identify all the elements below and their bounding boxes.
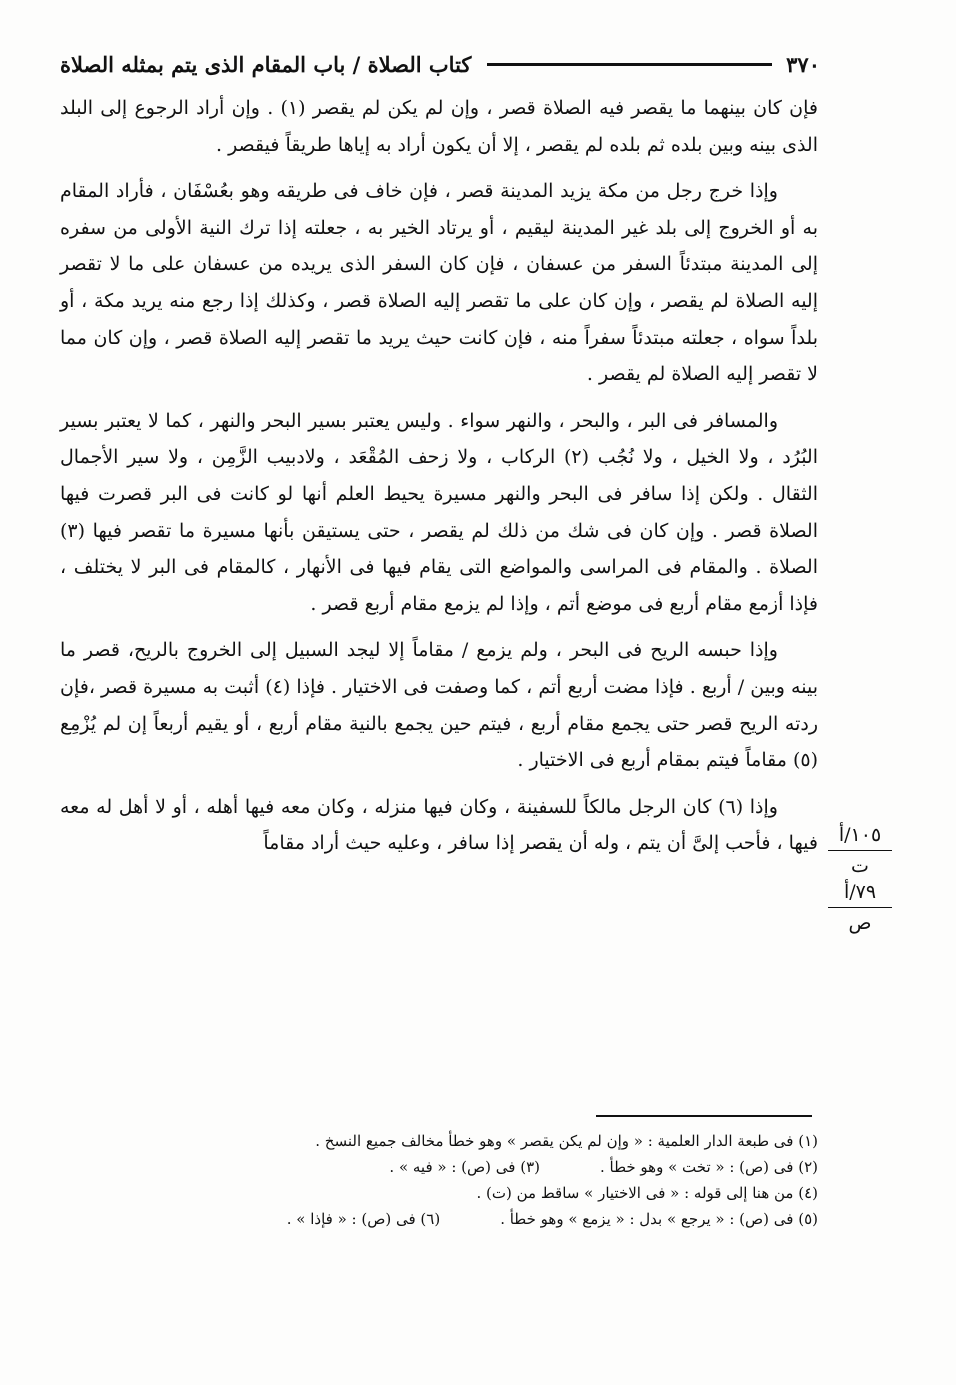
manuscript-margin-note [820, 822, 900, 936]
main-text [60, 90, 818, 862]
paragraph-5: وإذا (٦) كان الرجل مالكاً للسفينة ، وكان فيها منزله ، وكان معه فيها أهله ، أو لا أهل له معه فيها ، فأحب إلىَّ أن يتم ، وله أن يقصر إذا سافر ، وعليه حيث أراد مقاماً [60, 795, 818, 855]
page-number: ٣٧٠ [786, 51, 820, 77]
footnote-row [60, 1180, 818, 1206]
footnote-rule [596, 1115, 812, 1117]
footnote-row [60, 1206, 818, 1232]
paragraph-4: وإذا حبسه الريح فى البحر ، ولم يزمع / مقاماً إلا ليجد السبيل إلى الخروج بالريح، قصر ما بينه وبين / أربع . فإذا مضت أربع أتم ، كما وصفت فى الاختيار . فإذا (٤) أثبت به مسيرة قصر ،فإن ردته الريح قصر حتى يجمع مقام أربع ، فيتم حين يجمع بالنية مقام أربع ، أو يقيم أربعاً إن لم يُزْمِع (٥) مقاماً فيتم بمقام أربع فى الاختيار . [60, 639, 818, 772]
running-title: كتاب الصلاة / باب المقام الذى يتم بمثله الصلاة [60, 51, 472, 77]
paragraph-3: والمسافر فى البر ، والبحر ، والنهر سواء . وليس يعتبر بسير البحر والنهر ، كما لا يعتبر بسير البُرُد ، ولا الخيل ، ولا نُجُب (٢) الركاب ، ولا زحف المُقْعَد ، ولادبيب الزَّمِن ، ولا سير الأجمال الثقال . ولكن إذا سافر فى البحر والنهر مسيرة يحيط العلم أنها لو كانت فى البر قصرت فيها الصلاة قصر . وإن كان فى شك من ذلك لم يقصر ، حتى يستيقن بأنها مسيرة ما تقصر فيها (٣) الصلاة . والمقام فى المراسى والمواضع التى يقام فيها فى الأنهار ، كالمقام فى البر لا يختلف ، فإذا أزمع مقام أربع فى موضع أتم ، وإذا لم يزمع مقام أربع قصر . [60, 409, 819, 615]
footnote-6: (٦) فى (ص) : « فإذا » . [286, 1210, 441, 1228]
footnote-4: (٤) من هنا إلى قوله : « فى الاختيار » ساقط من (ت) . [476, 1184, 818, 1202]
margin-ref-top: ١٠٥/أ [838, 824, 882, 846]
header-rule [487, 63, 772, 66]
margin-ref-last: ص [848, 912, 872, 934]
margin-ref-middle: ت [851, 855, 869, 877]
paragraph-1: فإن كان بينهما ما يقصر فيه الصلاة قصر ، وإن لم يكن لم يقصر (١) . وإن أراد الرجوع إلى البلد الذى بينه وبين بلده ثم بلده لم يقصر ، إلا أن يكون أراد به إياها طريقاً فيقصر . [60, 97, 818, 156]
footnote-5: (٥) فى (ص) : « يرجع » بدل : « يزمع » وهو خطأ . [500, 1210, 818, 1228]
margin-rule [828, 850, 892, 851]
footnote-3: (٣) فى (ص) : « فيه » . [389, 1158, 540, 1176]
paragraph-2: وإذا خرج رجل من مكة يزيد المدينة قصر ، فإن خاف فى طريقه وهو بعُسْفَان ، فأراد المقام به أو الخروج إلى بلد غير المدينة ليقيم ، أو يرتاد الخير به ، جعلته إذا ترك النية الأولى من سفره إلى المدينة مبتدئاً السفر من عسفان ، فإن كان السفر الذى يريده من عسفان على ما لا تقصر إليه الصلاة لم يقصر ، وإن كان على ما تقصر إليه الصلاة قصر ، وكذلك إذا رجع منه يريد مكة ، أو بلداً سواه ، جعلته مبتدئاً سفراً منه ، فإن كانت حيث يريد ما تقصر إليه الصلاة قصر ، وإن كان مما لا تقصر إليه الصلاة لم يقصر . [60, 180, 818, 386]
footnotes [60, 1128, 818, 1232]
footnote-row [60, 1154, 818, 1180]
footnote-2: (٢) فى (ص) : « تخت » وهو خطأ . [599, 1158, 818, 1176]
margin-rule-2 [828, 907, 892, 908]
footnote-1: (١) فى طبعة الدار العلمية : « وإن لم يكن يقصر » وهو خطأ مخالف جميع النسخ . [315, 1132, 818, 1150]
running-header [60, 44, 820, 84]
footnote-row [60, 1128, 818, 1154]
margin-ref-bottom: ٧٩/أ [843, 881, 877, 903]
